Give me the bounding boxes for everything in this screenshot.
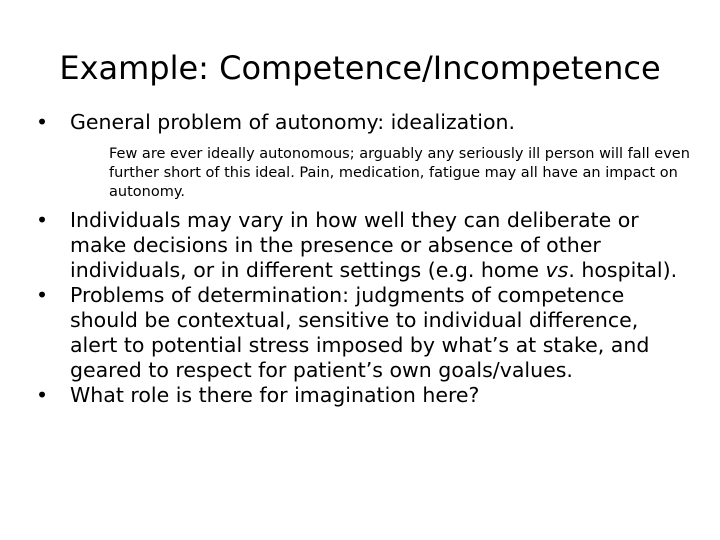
bullet-item-determination	[36, 283, 686, 383]
bullet-item-idealization	[36, 110, 690, 202]
bullet-item-settings	[36, 208, 686, 283]
sub-bullet-text: Few are ever ideally autonomous; arguably any seriously ill person will fall even further short of this ideal. Pain, medication, fatigue may all have an impact on autonomy.	[109, 146, 690, 200]
slide-title: Example: Competence/Incompetence	[59, 49, 661, 87]
bullet-mark: •	[36, 283, 49, 307]
bullet-mark: •	[36, 208, 49, 232]
bullet-text-part: Individuals may vary in how well they can deliberate or make decisions in the presence or absence of other individuals, or in different settings (e.g. home	[70, 208, 639, 282]
bullet-mark: •	[36, 383, 49, 407]
bullet-text-emphasis: vs	[545, 258, 569, 282]
bullet-list	[36, 110, 690, 408]
bullet-text	[70, 208, 677, 282]
bullet-text-part: . hospital).	[568, 258, 678, 282]
bullet-text: Problems of determination: judgments of competence should be contextual, sensitive to individual difference, alert to potential stress imposed by what’s at stake, and geared to respect for patient’s own goals/values.	[70, 283, 650, 382]
bullet-item-imagination	[36, 383, 686, 408]
bullet-text: General problem of autonomy: idealization.	[70, 110, 516, 134]
bullet-mark: •	[36, 110, 49, 134]
bullet-text: What role is there for imagination here?	[70, 383, 480, 407]
